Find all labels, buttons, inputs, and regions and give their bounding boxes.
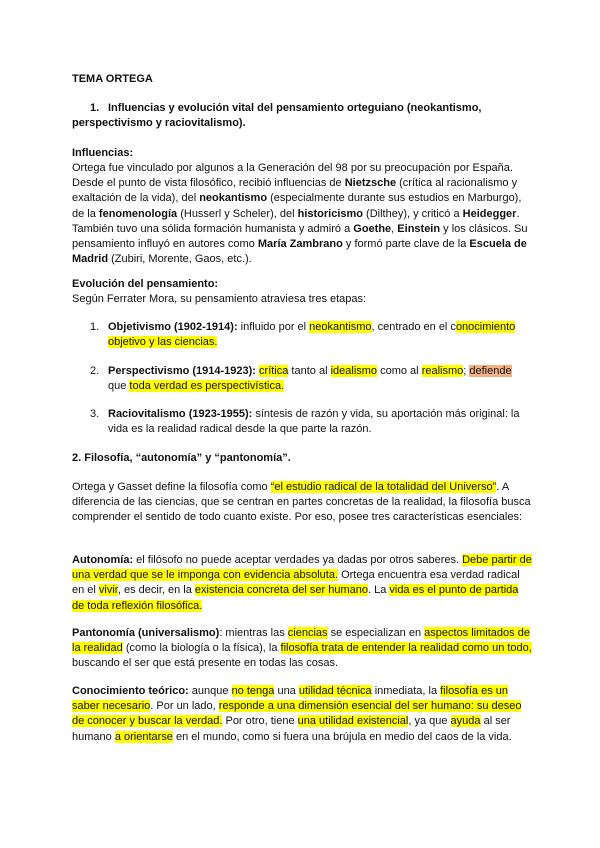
list-item-number: 3.: [90, 408, 100, 420]
list-item-number: 1.: [90, 321, 100, 333]
document-title: TEMA ORTEGA: [72, 73, 153, 85]
evolucion-heading: Evolución del pensamiento:: [72, 278, 219, 290]
list-item-perspectivismo: Perspectivismo (1914-1923): crítica tanto al idealismo como al realismo; defiende que toda verdad es perspectivística.: [108, 365, 512, 393]
conocimiento-paragraph: Conocimiento teórico: aunque no tenga una utilidad técnica inmediata, la filosofía es un saber necesario. Por un lado, responde a una dimensión esencial del ser humano: su deseo de conocer y buscar la verdad. Por otro, tiene una utilidad existencial, ya que ayuda al ser humano a orientarse en el mundo, como si fuera una brújula en medio del caos de la vida.: [72, 685, 522, 743]
list-item-raciovitalismo: Raciovitalismo (1923-1955): síntesis de razón y vida, su aportación más original: la vida es la realidad radical desde la que parte la razón.: [108, 408, 520, 436]
list-item-objetivismo: Objetivismo (1902-1914): influido por el neokantismo, centrado en el conocimiento objetivo y las ciencias.: [108, 321, 516, 349]
pantonomia-paragraph: Pantonomía (universalismo): mientras las ciencias se especializan en aspectos limitados de la realidad (como la biología o la física), la filosofía trata de entender la realidad como un todo, buscando el ser que está presente en todas las cosas.: [72, 627, 532, 670]
influencias-paragraph: Ortega fue vinculado por algunos a la Generación del 98 por su preocupación por España. Desde el punto de vista filosófico, recibió influencias de Nietzsche (crítica al racionalismo y exaltación de la vida), del neokantismo (especialmente durante sus estudios en Marburgo), de la fenomenología (Husserl y Scheler), del historicismo (Dilthey), y criticó a Heidegger. También tuvo una sólida formación humanista y admiró a Goethe, Einstein y los clásicos. Su pensamiento influyó en autores como María Zambrano y formó parte clave de la Escuela de Madrid (Zubiri, Morente, Gaos, etc.).: [72, 162, 528, 266]
filosofia-definition-paragraph: Ortega y Gasset define la filosofía como “el estudio radical de la totalidad del Universo”. A diferencia de las ciencias, que se centran en partes concretas de la realidad, la filosofía busca comprender el sentido de todo cuanto existe. Por eso, posee tres características esenciales:: [72, 481, 531, 524]
autonomia-paragraph: Autonomía: el filósofo no puede aceptar verdades ya dadas por otros saberes. Debe partir de una verdad que se le imponga con evidencia absoluta. Ortega encuentra esa verdad radical en el vivir, es decir, en la existencia concreta del ser humano. La vida es el punto de partida de toda reflexión filosófica.: [72, 554, 532, 612]
influencias-heading: Influencias:: [72, 147, 134, 159]
section-1-number: 1.: [90, 102, 100, 114]
list-item-number: 2.: [90, 365, 100, 377]
evolucion-intro: Según Ferrater Mora, su pensamiento atraviesa tres etapas:: [72, 293, 367, 305]
section-2-heading: 2. Filosofía, “autonomía” y “pantonomía”.: [72, 452, 291, 464]
section-1-title: Influencias y evolución vital del pensamiento orteguiano (neokantismo, perspectivismo y raciovitalismo).: [72, 102, 482, 130]
